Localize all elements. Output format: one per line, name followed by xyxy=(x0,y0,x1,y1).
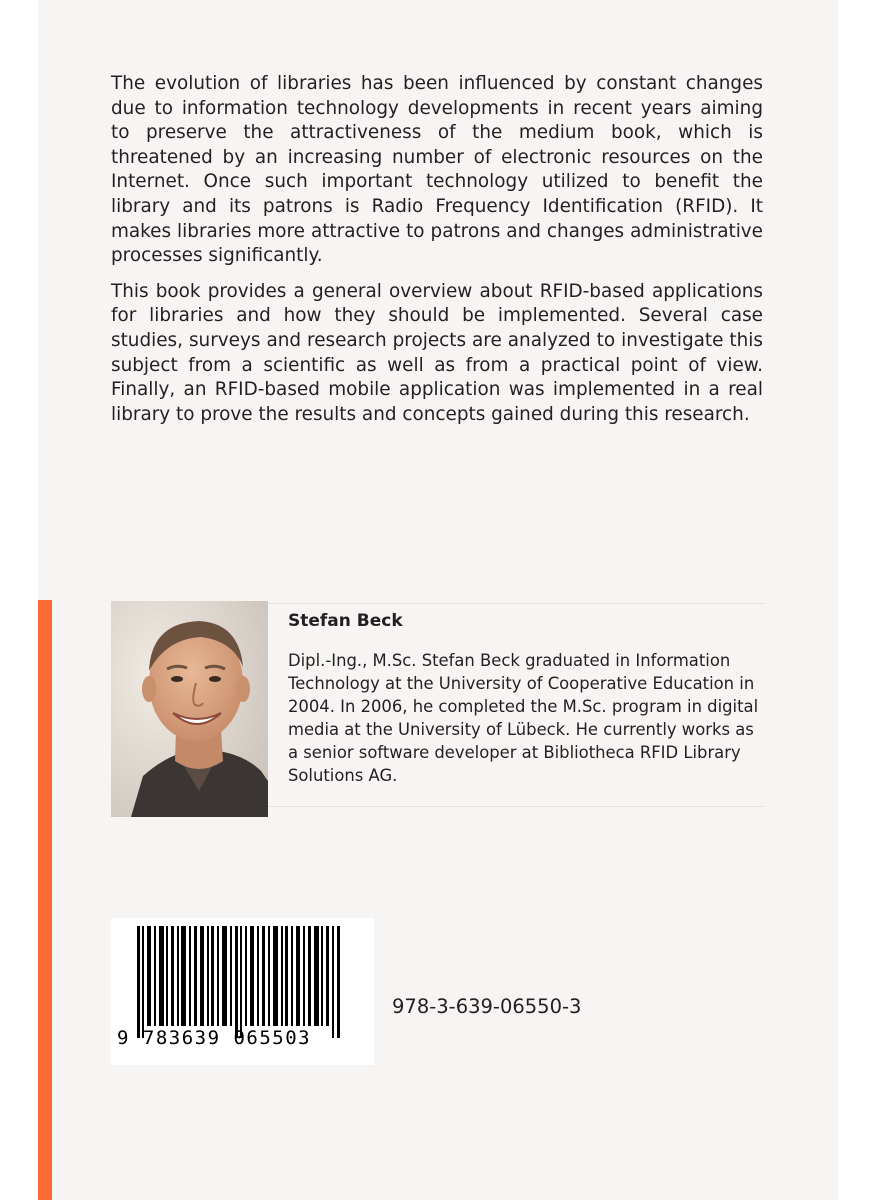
author-divider-top xyxy=(268,603,764,604)
author-photo xyxy=(111,601,268,817)
isbn-barcode xyxy=(111,918,374,1065)
book-description xyxy=(111,72,763,438)
accent-bar xyxy=(38,600,52,1200)
author-portrait-image xyxy=(111,601,268,817)
isbn-number: 978-3-639-06550-3 xyxy=(392,995,582,1018)
description-paragraph-1: The evolution of libraries has been influenced by constant changes due to information technology developments in recent years aiming to preserve the attractiveness of the medium book, which is threatened by an increasing number of electronic resources on the Internet. Once such important technology utilized to benefit the library and its patrons is Radio Frequency Identification (RFID). It makes libraries more attractive to patrons and changes administrative processes significantly. xyxy=(111,73,763,267)
author-name: Stefan Beck xyxy=(288,611,403,631)
description-paragraph-2: This book provides a general overview about RFID-based applications for libraries and how they should be implemented. Several case studies, surveys and research projects are analyzed to investigate this subject from a scientific as well as from a practical point of view. Finally, an RFID-based mobile application was implemented in a real library to prove the results and concepts gained during this research. xyxy=(111,280,763,425)
barcode-digits: 9 783639 065503 xyxy=(117,1027,312,1049)
author-divider-bottom xyxy=(268,806,764,807)
author-biography: Dipl.-Ing., M.Sc. Stefan Beck graduated in Information Technology at the University of Cooperative Education in 2004. In 2006, he completed the M.Sc. program in digital media at the University of Lübeck. He currently works as a senior software developer at Bibliotheca RFID Library Solutions AG. xyxy=(288,651,759,786)
